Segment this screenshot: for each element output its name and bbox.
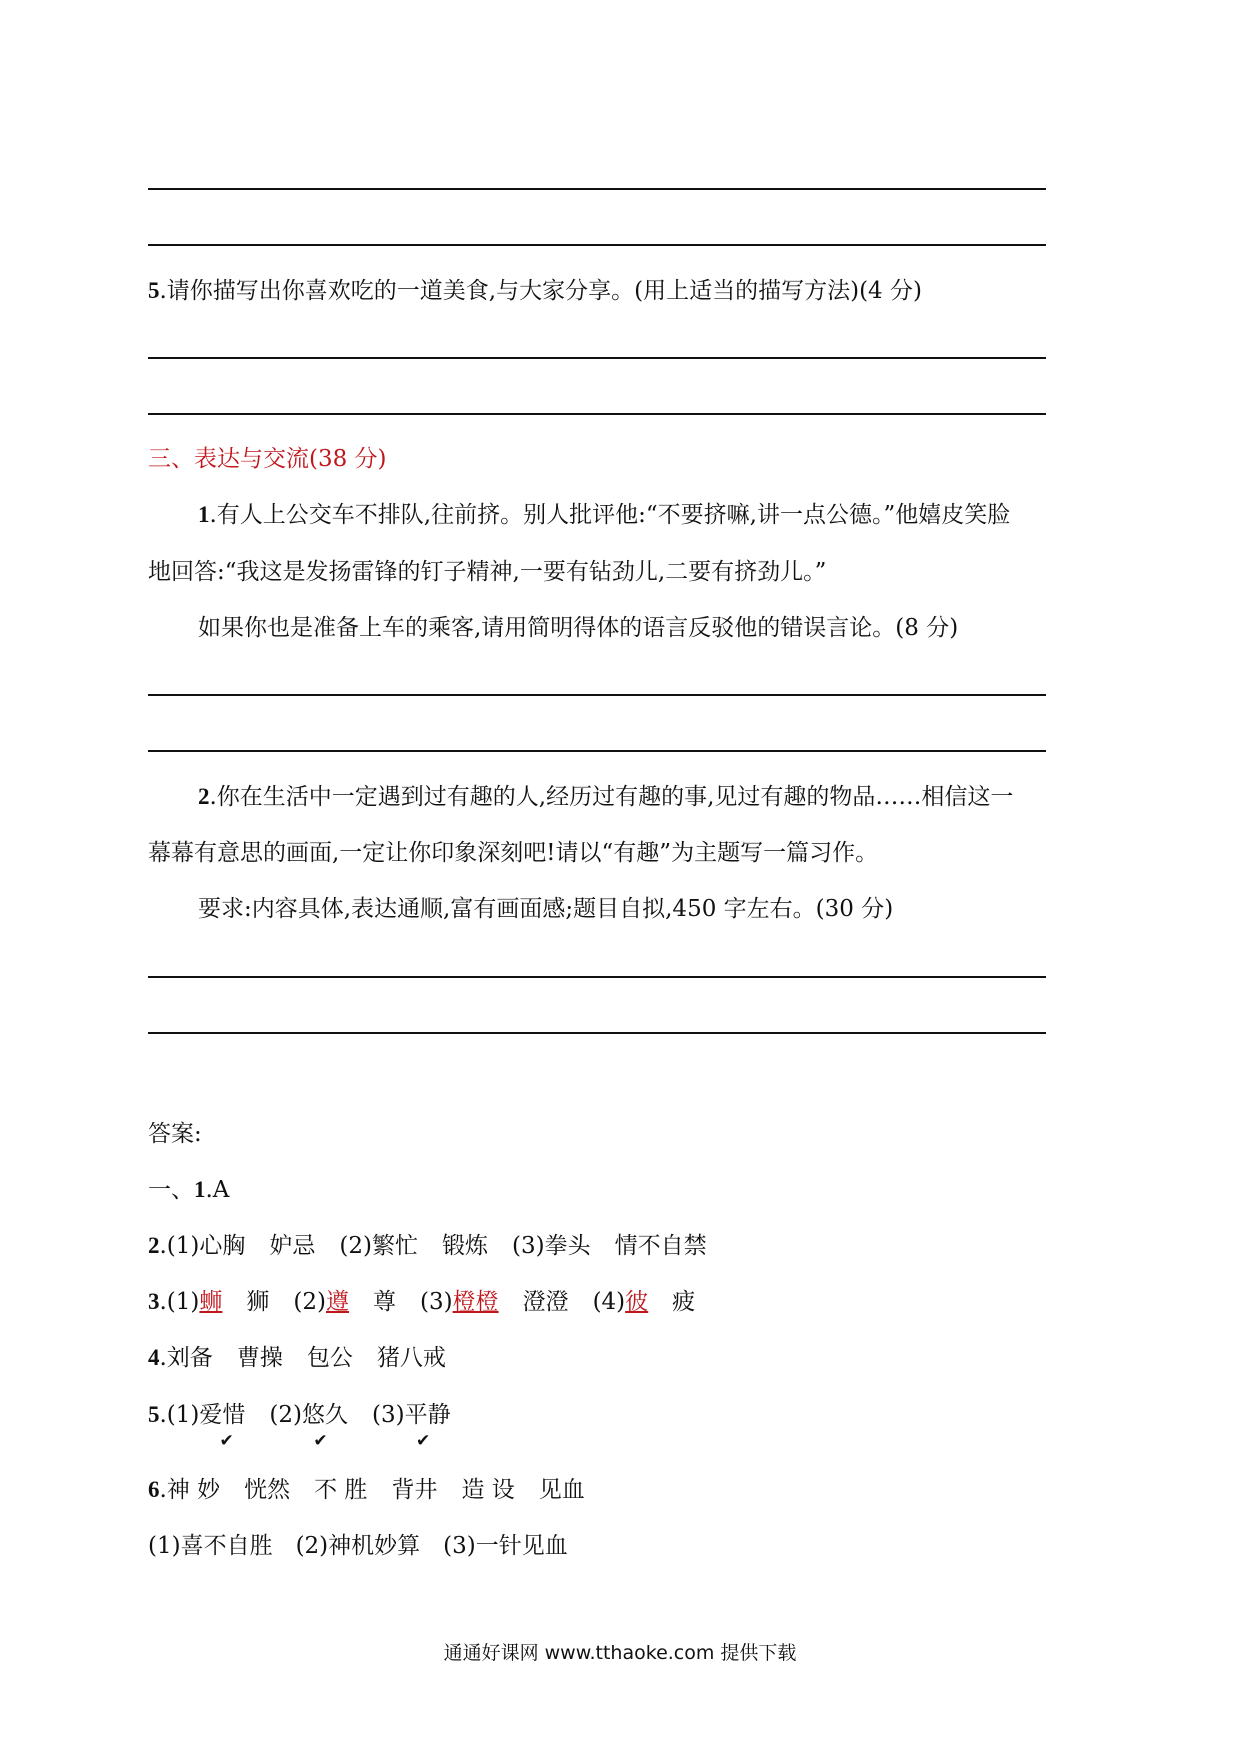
- answer-item: .神 妙: [159, 1477, 221, 1503]
- answer-item: [159, 1400, 246, 1451]
- answer-line: [148, 976, 1046, 978]
- answer-3: [148, 1287, 695, 1317]
- question-number: 5: [148, 278, 160, 303]
- answer-item: (3)拳头: [511, 1233, 591, 1259]
- answer-number: 4: [148, 1345, 160, 1370]
- question-text: .有人上公交车不排队,往前挤。别人批评他:“不要挤嘛,讲一点公德。”他嬉皮笑脸: [209, 502, 1011, 528]
- check-mark-icon: ✔: [415, 1431, 431, 1451]
- answer-6-line2: (1)喜不自胜 (2)神机妙算 (3)一针见血: [148, 1533, 568, 1559]
- answer-char: 尊: [372, 1289, 396, 1315]
- answer-number: 1: [194, 1177, 206, 1202]
- answer-number: 3: [148, 1289, 160, 1314]
- answer-part: .(1): [159, 1289, 200, 1315]
- answer-4: [148, 1343, 470, 1373]
- page-footer: 通通好课网 www.tthaoke.com 提供下载: [443, 1642, 797, 1664]
- answer-char: 狮: [246, 1289, 270, 1315]
- answer-word: (3)平静: [371, 1402, 451, 1428]
- answer-number: 5: [148, 1402, 160, 1427]
- s3-question-1-line3: 如果你也是准备上车的乘客,请用简明得体的语言反驳他的错误言论。(8 分): [198, 615, 959, 641]
- answer-line: [148, 357, 1046, 359]
- answer-item: .刘备: [159, 1345, 213, 1371]
- s3-question-1-line1: [198, 500, 1010, 530]
- answer-item: 见血: [538, 1477, 585, 1503]
- answer-item: 曹操: [236, 1345, 283, 1371]
- answer-part: (2): [293, 1289, 326, 1315]
- answer-item: 猪八戒: [376, 1345, 446, 1371]
- answer-part: (3): [419, 1289, 453, 1315]
- answer-item: [371, 1400, 451, 1451]
- answer-5: [148, 1400, 475, 1451]
- corrected-char: 蛳: [199, 1289, 223, 1315]
- answer-line: [148, 244, 1046, 246]
- answer-word: .(1)爱惜: [159, 1402, 246, 1428]
- answer-item: 不 胜: [314, 1477, 368, 1503]
- answer-6: [148, 1475, 609, 1505]
- question-text: .请你描写出你喜欢吃的一道美食,与大家分享。(用上适当的描写方法)(4 分): [159, 278, 922, 304]
- answer-2: [148, 1231, 731, 1261]
- answer-line: [148, 413, 1046, 415]
- answer-char: 疲: [672, 1289, 696, 1315]
- answer-line: [148, 750, 1046, 752]
- answer-char: 澄澄: [522, 1289, 569, 1315]
- answer-part: (4): [592, 1289, 626, 1315]
- answer-item: 造 设: [461, 1477, 515, 1503]
- answer-number: 2: [148, 1233, 160, 1258]
- answer-item: 妒忌: [269, 1233, 316, 1259]
- corrected-char: 橙橙: [452, 1289, 499, 1315]
- question-number: 2: [198, 784, 210, 809]
- check-mark-icon: ✔: [219, 1431, 234, 1451]
- answer-item: [269, 1400, 348, 1451]
- check-mark-icon: ✔: [313, 1431, 328, 1451]
- s3-question-2-line1: [198, 782, 1013, 812]
- answer-item: (2)繁忙: [339, 1233, 418, 1259]
- question-5: [148, 276, 922, 306]
- answers-title: 答案:: [148, 1121, 202, 1147]
- answer-item: 包公: [306, 1345, 353, 1371]
- s3-question-1-line2: 地回答:“我这是发扬雷锋的钉子精神,一要有钻劲儿,二要有挤劲儿。”: [148, 559, 827, 585]
- question-text: .你在生活中一定遇到过有趣的人,经历过有趣的事,见过有趣的物品……相信这一: [209, 784, 1014, 810]
- section-title: 三、表达与交流(38 分): [148, 446, 387, 472]
- answer-item: .(1)心胸: [159, 1233, 246, 1259]
- answer-item: 情不自禁: [614, 1233, 707, 1259]
- corrected-char: 遵: [325, 1289, 349, 1315]
- answer-number: 6: [148, 1477, 160, 1502]
- answer-1: [148, 1175, 229, 1205]
- answer-line: [148, 188, 1046, 190]
- question-number: 1: [198, 502, 210, 527]
- answer-line: [148, 694, 1046, 696]
- answer-item: 恍然: [244, 1477, 291, 1503]
- answer-item: 锻炼: [441, 1233, 488, 1259]
- answer-item: 背井: [391, 1477, 438, 1503]
- s3-question-2-line2: 幕幕有意思的画面,一定让你印象深刻吧!请以“有趣”为主题写一篇习作。: [148, 840, 879, 866]
- answer-text: .A: [205, 1177, 230, 1203]
- s3-question-2-line3: 要求:内容具体,表达通顺,富有画面感;题目自拟,450 字左右。(30 分): [198, 896, 894, 922]
- answer-prefix: 一、: [148, 1177, 194, 1203]
- answer-line: [148, 1032, 1046, 1034]
- corrected-char: 彼: [625, 1289, 649, 1315]
- answer-word: (2)悠久: [269, 1402, 348, 1428]
